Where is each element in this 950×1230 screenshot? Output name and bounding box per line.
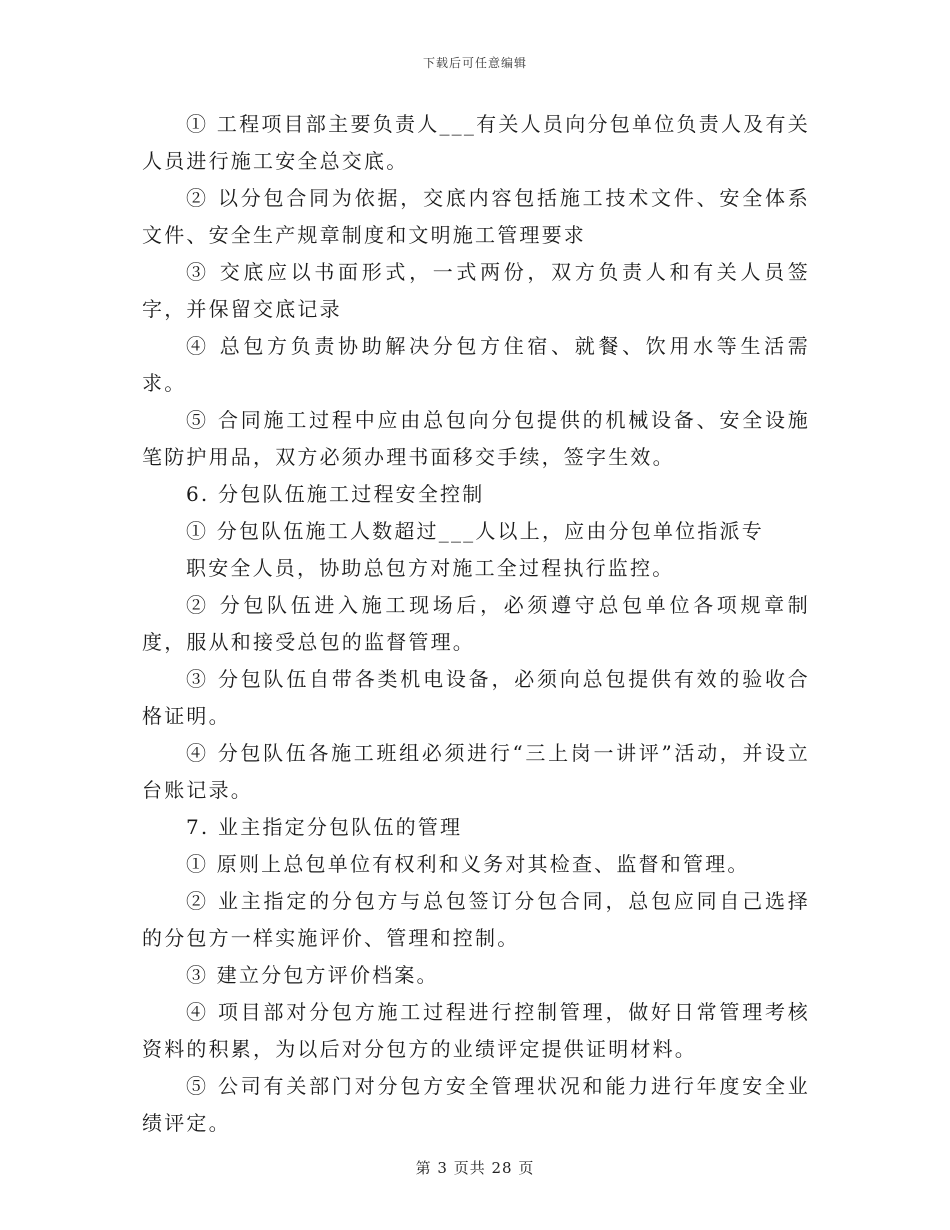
section-heading: 6. 分包队伍施工过程安全控制 bbox=[186, 482, 485, 506]
paragraph: ⑤ 公司有关部门对分包方安全管理状况和能力进行年度安全业绩评定。 bbox=[142, 1074, 810, 1135]
paragraph: ① 工程项目部主要负责人___有关人员向分包单位负责人及有关人员进行施工安全总交底。 bbox=[142, 112, 810, 173]
paragraph: ② 以分包合同为依据，交底内容包括施工技术文件、安全体系文件、安全生产规章制度和文明施工管理要求 bbox=[142, 186, 810, 247]
paragraph: ⑤ 合同施工过程中应由总包向分包提供的机械设备、安全设施笔防护用品，双方必须办理书面移交手续，签字生效。 bbox=[142, 408, 810, 469]
page-number: 第 3 页共 28 页 bbox=[415, 1159, 535, 1177]
paragraph: ① 原则上总包单位有权利和义务对其检查、监督和管理。 bbox=[186, 852, 750, 876]
paragraph: ④ 项目部对分包方施工过程进行控制管理，做好日常管理考核资料的积累，为以后对分包方的业绩评定提供证明材料。 bbox=[142, 1000, 810, 1061]
paragraph: ③ 交底应以书面形式，一式两份，双方负责人和有关人员签字，并保留交底记录 bbox=[142, 260, 810, 321]
paragraph: ① 分包队伍施工人数超过___人以上，应由分包单位指派专 bbox=[186, 519, 764, 543]
section-heading: 7. 业主指定分包队伍的管理 bbox=[186, 815, 463, 839]
paragraph-continuation: 职安全人员，协助总包方对施工全过程执行监控。 bbox=[186, 556, 675, 580]
paragraph: ② 分包队伍进入施工现场后，必须遵守总包单位各项规章制度，服从和接受总包的监督管理。 bbox=[142, 593, 810, 654]
paragraph: ③ 建立分包方评价档案。 bbox=[186, 963, 439, 987]
paragraph: ④ 总包方负责协助解决分包方住宿、就餐、饮用水等生活需求。 bbox=[142, 334, 810, 395]
page-header-note: 下载后可任意编辑 bbox=[422, 56, 527, 70]
document-body bbox=[142, 106, 810, 1142]
paragraph: ③ 分包队伍自带各类机电设备，必须向总包提供有效的验收合格证明。 bbox=[142, 667, 810, 728]
paragraph: ② 业主指定的分包方与总包签订分包合同，总包应同自己选择的分包方一样实施评价、管理和控制。 bbox=[142, 889, 810, 950]
paragraph: ④ 分包队伍各施工班组必须进行“三上岗一讲评”活动，并设立台账记录。 bbox=[142, 741, 810, 802]
